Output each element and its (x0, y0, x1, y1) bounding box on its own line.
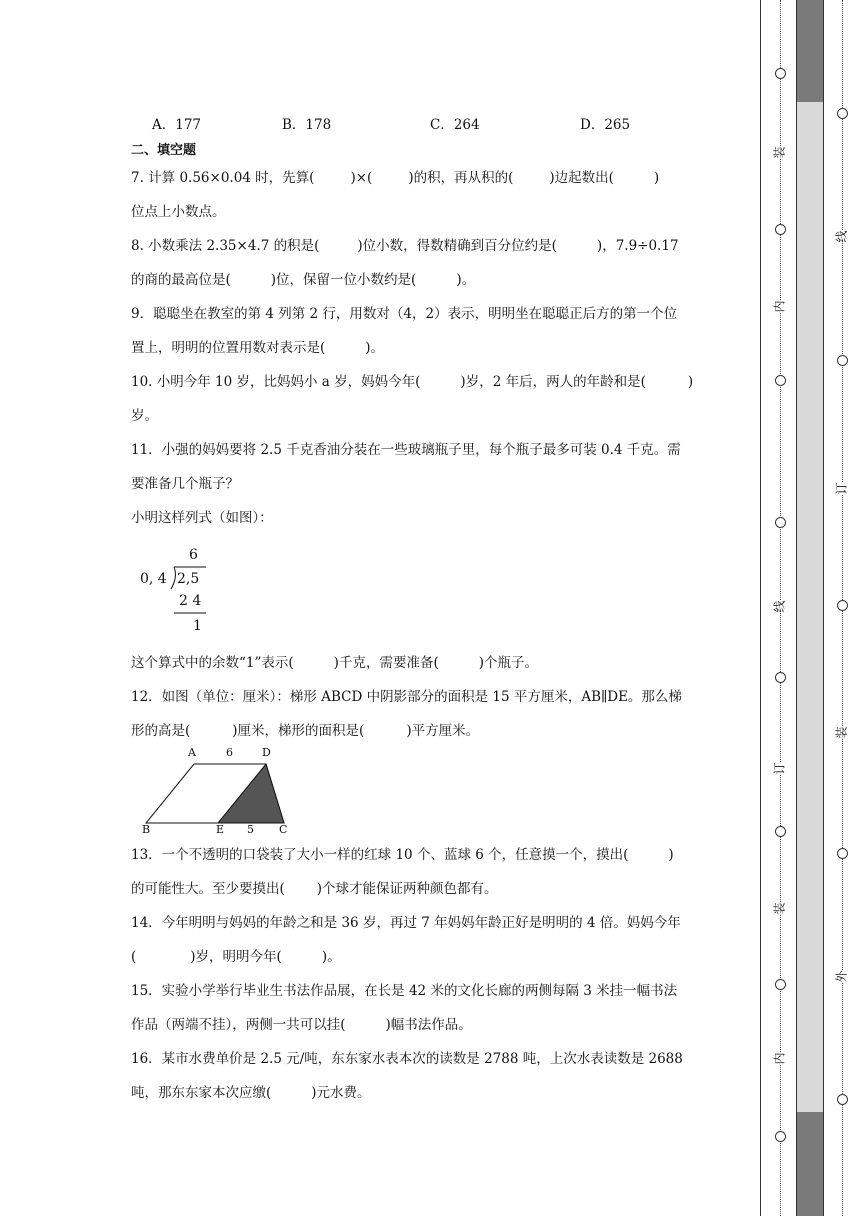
label-C: C (279, 823, 288, 836)
q11-line4: 这个算式中的余数“1”表示( )千克，需要准备( )个瓶子。 (131, 655, 538, 671)
q10-line2: 岁。 (131, 408, 158, 424)
q13-line1: 13．一个不透明的口袋装了大小一样的红球 10 个、蓝球 6 个，任意摸一个，摸出( ) (131, 847, 674, 863)
inner-nei-label: 内 (772, 1052, 787, 1065)
q15-line1: 15．实验小学举行毕业生书法作品展，在长是 42 米的文化长廊的两侧每隔 3 米挂一幅书法 (131, 983, 678, 999)
binding-circle-icon (775, 672, 786, 683)
q11-line1: 11．小强的妈妈要将 2.5 千克香油分装在一些玻璃瓶子里，每个瓶子最多可装 0.4 千克。需 (131, 442, 681, 458)
binding-circle-icon (775, 1131, 786, 1142)
inner-ding-label: 订 (772, 762, 787, 775)
q12-line2: 形的高是( )厘米，梯形的面积是( )平方厘米。 (131, 723, 480, 739)
sidebar-top-block (796, 0, 824, 102)
q11-line2: 要准备几个瓶子？ (131, 476, 239, 492)
binding-circle-icon (837, 600, 848, 611)
q16-line1: 16．某市水费单价是 2.5 元/吨，东东家水表本次的读数是 2788 吨，上次水表读数是 2688 (131, 1051, 683, 1067)
q10-line1: 10. 小明今年 10 岁，比妈妈小 a 岁，妈妈今年( )岁，2 年后，两人的年龄和是( ) (131, 374, 694, 390)
label-bottom-length: 5 (247, 823, 254, 836)
binding-circle-icon (837, 1094, 848, 1105)
q8-line1: 8. 小数乘法 2.35×4.7 的积是( )位小数，得数精确到百分位约是( )，7.9÷0.17 (131, 238, 679, 254)
division-dividend: 2,5 (177, 571, 200, 587)
inner-zhuang-label: 装 (772, 902, 787, 915)
binding-circle-icon (775, 826, 786, 837)
binding-circle-icon (837, 355, 848, 366)
inner-nei-label: 内 (772, 300, 787, 313)
option-a: A．177 (152, 117, 202, 133)
division-remainder: 1 (193, 618, 202, 634)
outer-ding-label: 订 (834, 482, 849, 495)
division-bracket (140, 546, 220, 638)
q11-line3: 小明这样列式（如图）： (131, 510, 273, 526)
binding-circle-icon (775, 68, 786, 79)
outer-zhuang-label: 装 (834, 726, 849, 739)
inner-xian-label: 线 (772, 600, 787, 613)
q13-line2: 的可能性大。至少要摸出( )个球才能保证两种颜色都有。 (131, 881, 498, 897)
label-D: D (262, 746, 271, 759)
sidebar-bottom-block (796, 1112, 824, 1216)
q14-line2: ( )岁，明明今年( )。 (131, 949, 341, 965)
label-E: E (216, 823, 225, 836)
q9-line1: 9．聪聪坐在教室的第 4 列第 2 行，用数对（4，2）表示，明明坐在聪聪正后方的第一个位 (131, 306, 678, 322)
margin-rule (760, 0, 761, 1216)
q12-line1: 12．如图（单位：厘米）：梯形 ABCD 中阴影部分的面积是 15 平方厘米，AB∥DE。那么梯 (131, 689, 682, 705)
q15-line2: 作品（两端不挂），两侧一共可以挂( )幅书法作品。 (131, 1017, 472, 1033)
label-A: A (188, 746, 196, 759)
q16-line2: 吨，那东东家本次应缴( )元水费。 (131, 1085, 371, 1101)
q9-line2: 置上，明明的位置用数对表示是( )。 (131, 340, 385, 356)
label-B: B (142, 823, 151, 836)
division-product: 2 4 (179, 593, 202, 609)
outer-xian-label: 线 (834, 230, 849, 243)
q7-line1: 7. 计算 0.56×0.04 时，先算( )×( )的积，再从积的( )边起数出( ) (131, 170, 660, 186)
option-b: B．178 (282, 117, 332, 133)
q7-line2: 位点上小数点。 (131, 204, 226, 220)
label-top-length: 6 (226, 746, 233, 759)
q14-line1: 14．今年明明与妈妈的年龄之和是 36 岁，再过 7 年妈妈年龄正好是明明的 4 倍。妈妈今年 (131, 915, 681, 931)
inner-zhuang-label: 装 (772, 146, 787, 159)
binding-circle-icon (775, 979, 786, 990)
division-quotient: 6 (189, 547, 198, 563)
binding-circle-icon (837, 848, 848, 859)
binding-circle-icon (837, 108, 848, 119)
section-title: 二、填空题 (131, 143, 197, 158)
option-c: C．264 (430, 117, 480, 133)
binding-circle-icon (775, 517, 786, 528)
q8-line2: 的商的最高位是( )位，保留一位小数约是( )。 (131, 272, 476, 288)
binding-circle-icon (775, 224, 786, 235)
binding-circle-icon (775, 375, 786, 386)
trapezoid-figure (138, 746, 298, 838)
option-d: D．265 (580, 117, 631, 133)
binding-sidebar (796, 0, 824, 1216)
outer-wai-label: 外 (834, 970, 849, 983)
division-divisor: 0, 4 (140, 571, 167, 587)
long-division-figure (140, 546, 220, 638)
